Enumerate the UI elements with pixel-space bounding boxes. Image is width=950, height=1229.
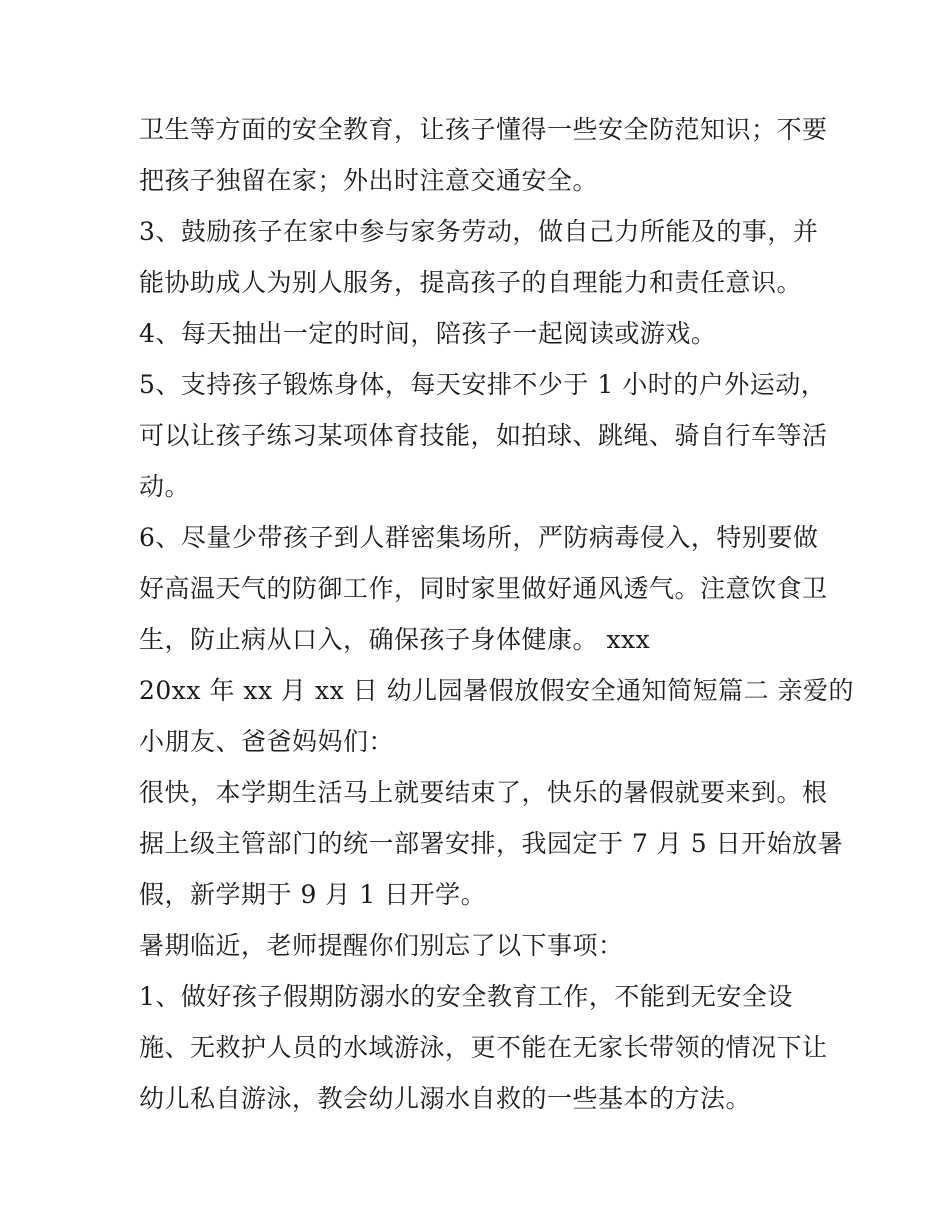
text-line: 20xx 年 xx 月 xx 日 幼儿园暑假放假安全通知简短篇二 亲爱的 [139,676,855,705]
text-line: 卫生等方面的安全教育，让孩子懂得一些安全防范知识；不要 [139,115,828,144]
text-line: 3、鼓励孩子在家中参与家务劳动，做自己力所能及的事，并 [139,217,819,246]
text-line: 小朋友、爸爸妈妈们： [139,727,395,756]
text-line: 施、无救护人员的水域游泳，更不能在无家长带领的情况下让 [139,1033,828,1062]
text-line: 5、支持孩子锻炼身体，每天安排不少于 1 小时的户外运动， [139,370,827,399]
text-line: 好高温天气的防御工作，同时家里做好通风透气。注意饮食卫 [139,574,828,603]
text-line: 1、做好孩子假期防溺水的安全教育工作，不能到无安全设 [139,982,793,1011]
text-line: 很快，本学期生活马上就要结束了，快乐的暑假就要来到。根 [139,778,828,807]
text-line: 6、尽量少带孩子到人群密集场所，严防病毒侵入，特别要做 [139,523,819,552]
document-body [139,104,855,1124]
text-line: 生，防止病从口入，确保孩子身体健康。 xxx [139,625,651,654]
text-line: 4、每天抽出一定的时间，陪孩子一起阅读或游戏。 [139,319,717,348]
text-line: 幼儿私自游泳，教会幼儿溺水自救的一些基本的方法。 [139,1084,752,1113]
text-line: 把孩子独留在家；外出时注意交通安全。 [139,166,599,195]
text-line: 能协助成人为别人服务，提高孩子的自理能力和责任意识。 [139,268,803,297]
text-line: 据上级主管部门的统一部署安排，我园定于 7 月 5 日开始放暑 [139,829,844,858]
text-line: 假，新学期于 9 月 1 日开学。 [139,880,487,909]
text-line: 动。 [139,472,191,501]
text-line: 暑期临近，老师提醒你们别忘了以下事项： [139,931,624,960]
text-line: 可以让孩子练习某项体育技能，如拍球、跳绳、骑自行车等活 [139,421,828,450]
